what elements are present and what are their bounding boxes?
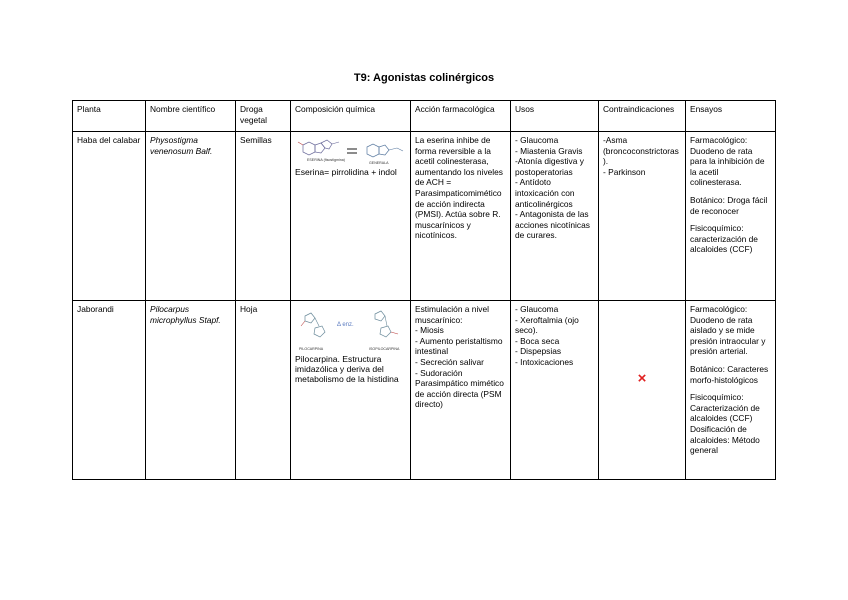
action-text: - Secreción salivar: [415, 356, 484, 367]
assay-item: Fisicoquímico: caracterización de alcaloides (CCF): [690, 223, 758, 255]
table-row: [73, 301, 776, 480]
use-item: - Antídoto intoxicación con anticolinérgicos: [515, 177, 575, 209]
pilocarpine-structure-icon: [295, 306, 407, 354]
use-item: - Boca seca: [515, 335, 560, 346]
use-item: -Atonía digestiva y postoperatorias: [515, 156, 584, 177]
contraindication-item: - Parkinson: [603, 166, 646, 177]
pilocarpine-label: PILOCARPINA: [299, 347, 324, 351]
composition-caption: Eserina= pirrolidina + indol: [295, 167, 397, 177]
drug-cell: Semillas: [236, 132, 291, 301]
isopilocarpine-label: ISOPILOCARPINA: [369, 347, 400, 351]
use-item: - Antagonista de las acciones nicotínicas de curares.: [515, 209, 590, 241]
assay-item: Fisicoquímico: Caracterización de alcaloides (CCF): [690, 392, 760, 424]
composition-cell: [291, 301, 411, 480]
header-cell: Ensayos: [686, 101, 776, 132]
close-icon: ×: [637, 370, 647, 387]
pilocarpine-structure-diagram: [295, 306, 406, 354]
uses-cell: [511, 132, 599, 301]
action-cell: [411, 132, 511, 301]
use-item: - Xeroftalmia (ojo seco).: [515, 314, 579, 336]
action-text: Parasimpático mimético de acción directa (PSM directo): [415, 378, 504, 410]
assay-item: Botánico: Caracteres morfo-histológicos: [690, 363, 769, 385]
contraindications-cell: [599, 132, 686, 301]
header-cell: Composición química: [291, 101, 411, 132]
contraindications-cell: [599, 301, 686, 480]
action-text: - Miosis: [415, 325, 444, 336]
scientific-name-cell: Pilocarpus microphyllus Stapf.: [146, 301, 236, 480]
header-cell: Acción farmacológica: [411, 101, 511, 132]
action-text: - Sudoración: [415, 367, 463, 378]
action-cell: [411, 301, 511, 480]
use-item: - Dispepsias: [515, 346, 562, 357]
assay-item: Botánico: Droga fácil de reconocer: [690, 194, 768, 216]
plant-cell: Jaborandi: [73, 301, 146, 480]
use-item: - Intoxicaciones: [515, 356, 574, 367]
composition-cell: [291, 132, 411, 301]
header-cell: Droga vegetal: [236, 101, 291, 132]
drug-cell: Hoja: [236, 301, 291, 480]
assays-cell: [686, 132, 776, 301]
header-cell: Contraindicaciones: [599, 101, 686, 132]
action-text: La eserina inhibe de forma reversible a la acetil colinesterasa, aumentando los niveles de ACH = Parasimpaticomimético de acción indirecta (PMSI). Actúa sobre R. muscarínicos y nicotínicos.: [415, 135, 503, 241]
eserine-structure-diagram: [295, 137, 406, 167]
generala-label: GENERALA: [369, 161, 389, 165]
assays-cell: [686, 301, 776, 480]
assay-item: Dosificación de alcaloides: Método general: [690, 423, 760, 456]
enzyme-label: Δ enz.: [337, 322, 354, 328]
table-row: [73, 132, 776, 301]
header-cell: Nombre científico: [146, 101, 236, 132]
use-item: - Miastenia Gravis: [515, 145, 583, 156]
eserine-structure-icon: [295, 137, 407, 167]
scientific-name-cell: Physostigma venenosum Balf.: [146, 132, 236, 301]
page-title: T9: Agonistas colinérgicos: [353, 72, 495, 84]
plant-cell: Haba del calabar: [73, 132, 146, 301]
uses-cell: [511, 301, 599, 480]
assay-item: Farmacológico: Duodeno de rata aislado y se mide presión intraocular y presión arterial.: [690, 304, 766, 357]
table-header-row: [73, 101, 776, 132]
action-text: Estimulación a nivel muscarínico:: [415, 304, 490, 325]
assay-item: Farmacológico: Duodeno de rata para la inhibición de la acetil colinesterasa.: [690, 135, 765, 188]
composition-caption: Pilocarpina. Estructura imidazólica y deriva del metabolismo de la histidina: [295, 354, 399, 385]
eserine-label: ESERINA (fisostigmina): [307, 158, 345, 162]
use-item: - Glaucoma: [515, 135, 559, 145]
header-cell: Planta: [73, 101, 146, 132]
header-cell: Usos: [511, 101, 599, 132]
contraindication-item: -Asma (broncoconstrictoras).: [603, 135, 679, 167]
use-item: - Glaucoma: [515, 304, 559, 314]
agonists-table: [72, 100, 776, 480]
action-text: - Aumento peristaltismo intestinal: [415, 335, 503, 357]
